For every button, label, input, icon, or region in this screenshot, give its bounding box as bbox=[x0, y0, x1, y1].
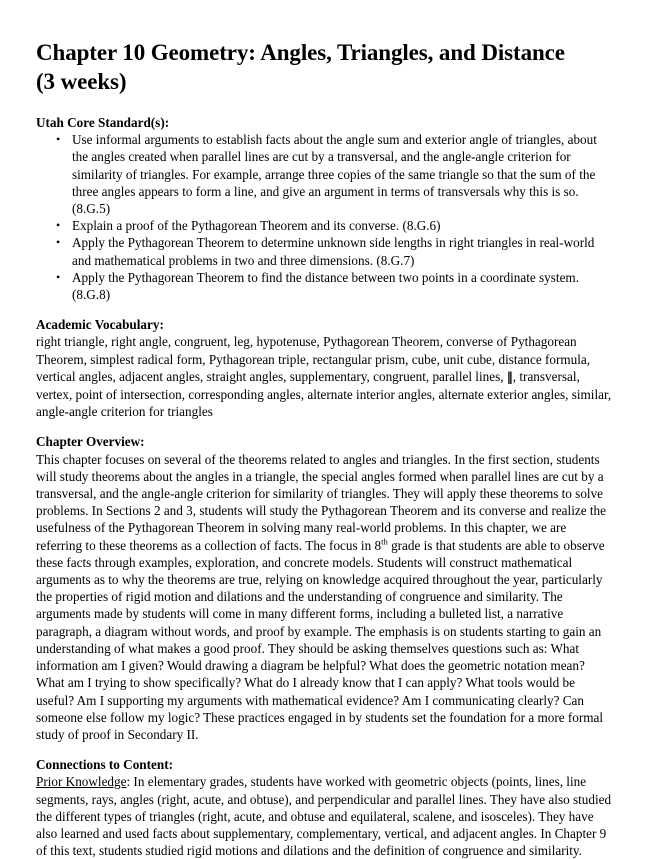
vocabulary-text bbox=[36, 333, 613, 420]
prior-knowledge-label: Prior Knowledge bbox=[36, 774, 127, 790]
bullet-icon: • bbox=[56, 218, 61, 233]
standard-text: Use informal arguments to establish facts about the angle sum and exterior angle of triangles, about the angles created when parallel lines are cut by a transversal, and the angle-angle criterion for similarity of triangles. For example, arrange three copies of the same triangle so that the sum of the three angles appears to form a line, and give an argument in terms of transversals why this is so. (8.G.5) bbox=[72, 132, 597, 217]
overview-text-part-1: This chapter focuses on several of the theorems related to angles and triangles. In the first section, students will study theorems about the angles in a triangle, the special angles formed when parallel lines are cut by a transversal, and the angle-angle criterion for similarity of triangles. They will apply these theorems to solve problems. In Sections 2 and 3, students will study the Pythagorean Theorem and its converse and realize the usefulness of the Pythagorean Theorem in solving many real-world problems. In this chapter, we are referring to these theorems as a collection of facts. The focus in 8 bbox=[36, 451, 606, 553]
connections-text bbox=[36, 773, 613, 859]
list-item bbox=[36, 234, 613, 268]
standard-text: Apply the Pythagorean Theorem to determine unknown side lengths in right triangles in real-world and mathematical problems in two and three dimensions. (8.G.7) bbox=[72, 235, 595, 268]
page-title: Chapter 10 Geometry: Angles, Triangles, and Distance (3 weeks) bbox=[36, 40, 565, 94]
overview-text bbox=[36, 451, 613, 743]
vocabulary-heading: Academic Vocabulary: bbox=[36, 317, 164, 333]
list-item bbox=[36, 269, 613, 303]
bullet-icon: • bbox=[56, 269, 61, 284]
vocabulary-text-before-symbol: right triangle, right angle, congruent, leg, hypotenuse, Pythagorean Theorem, converse of Pythagorean Theorem, simplest radical form, Pythagorean triple, rectangular prism, cube, unit cube, distance formula, vertical angles, adjacent angles, straight angles, supplementary, congruent, parallel lines, bbox=[36, 334, 591, 384]
overview-text-part-2: grade is that students are able to observe these facts through examples, exploration, and concrete models. Students will construct mathematical arguments as to why the theorems are true, relying on knowledge acquired throughout the year, particularly the properties of rigid motion and dilations and the understanding of congruence and similarity. The arguments made by students will come in many different forms, including a bulleted list, a narrative paragraph, a diagram without words, and proof by example. The emphasis is on students starting to gain an understanding of what makes a good proof. They should be asking themselves questions such as: What information am I given? Would drawing a diagram be helpful? What does the geometric notation mean? What am I trying to show specifically? What do I already know that I can apply? What tools would be useful? Am I supporting my arguments with mathematical evidence? Am I communicating clearly? Can someone else follow my logic? These practices engaged in by students set the foundation for a more formal study of proof in Secondary II. bbox=[36, 537, 605, 742]
standard-text: Apply the Pythagorean Theorem to find the distance between two points in a coordinate system. (8.G.8) bbox=[72, 269, 579, 303]
connections-heading: Connections to Content: bbox=[36, 757, 174, 773]
standards-heading: Utah Core Standard(s): bbox=[36, 115, 170, 130]
section-connections-to-content bbox=[36, 756, 613, 859]
ordinal-superscript: th bbox=[381, 536, 388, 547]
vocabulary-text-after-symbol: , transversal, vertex, point of intersection, corresponding angles, alternate interior angles, alternate exterior angles, similar, angle-angle criterion for triangles bbox=[36, 368, 612, 420]
parallel-symbol-icon: ‖ bbox=[506, 369, 513, 384]
bullet-icon: • bbox=[56, 235, 61, 250]
section-chapter-overview bbox=[36, 433, 613, 743]
bullet-icon: • bbox=[56, 132, 61, 147]
standard-text: Explain a proof of the Pythagorean Theorem and its converse. (8.G.6) bbox=[72, 218, 441, 234]
section-academic-vocabulary bbox=[36, 316, 613, 420]
list-item bbox=[36, 131, 613, 217]
connections-body: : In elementary grades, students have worked with geometric objects (points, lines, line segments, rays, angles (right, acute, and obtuse), and perpendicular and parallel lines. They have also studied the different types of triangles (right, acute, and obtuse and equilateral, scalene, and isosceles). They have also learned and used facts about supplementary, complementary, vertical, and adjacent angles. In Chapter 9 of this text, students studied rigid motions and dilations and the definition of congruence and similarity. bbox=[36, 774, 612, 859]
list-item bbox=[36, 217, 613, 234]
overview-heading: Chapter Overview: bbox=[36, 434, 145, 450]
section-utah-core-standards bbox=[36, 114, 613, 303]
standards-list bbox=[36, 131, 613, 303]
